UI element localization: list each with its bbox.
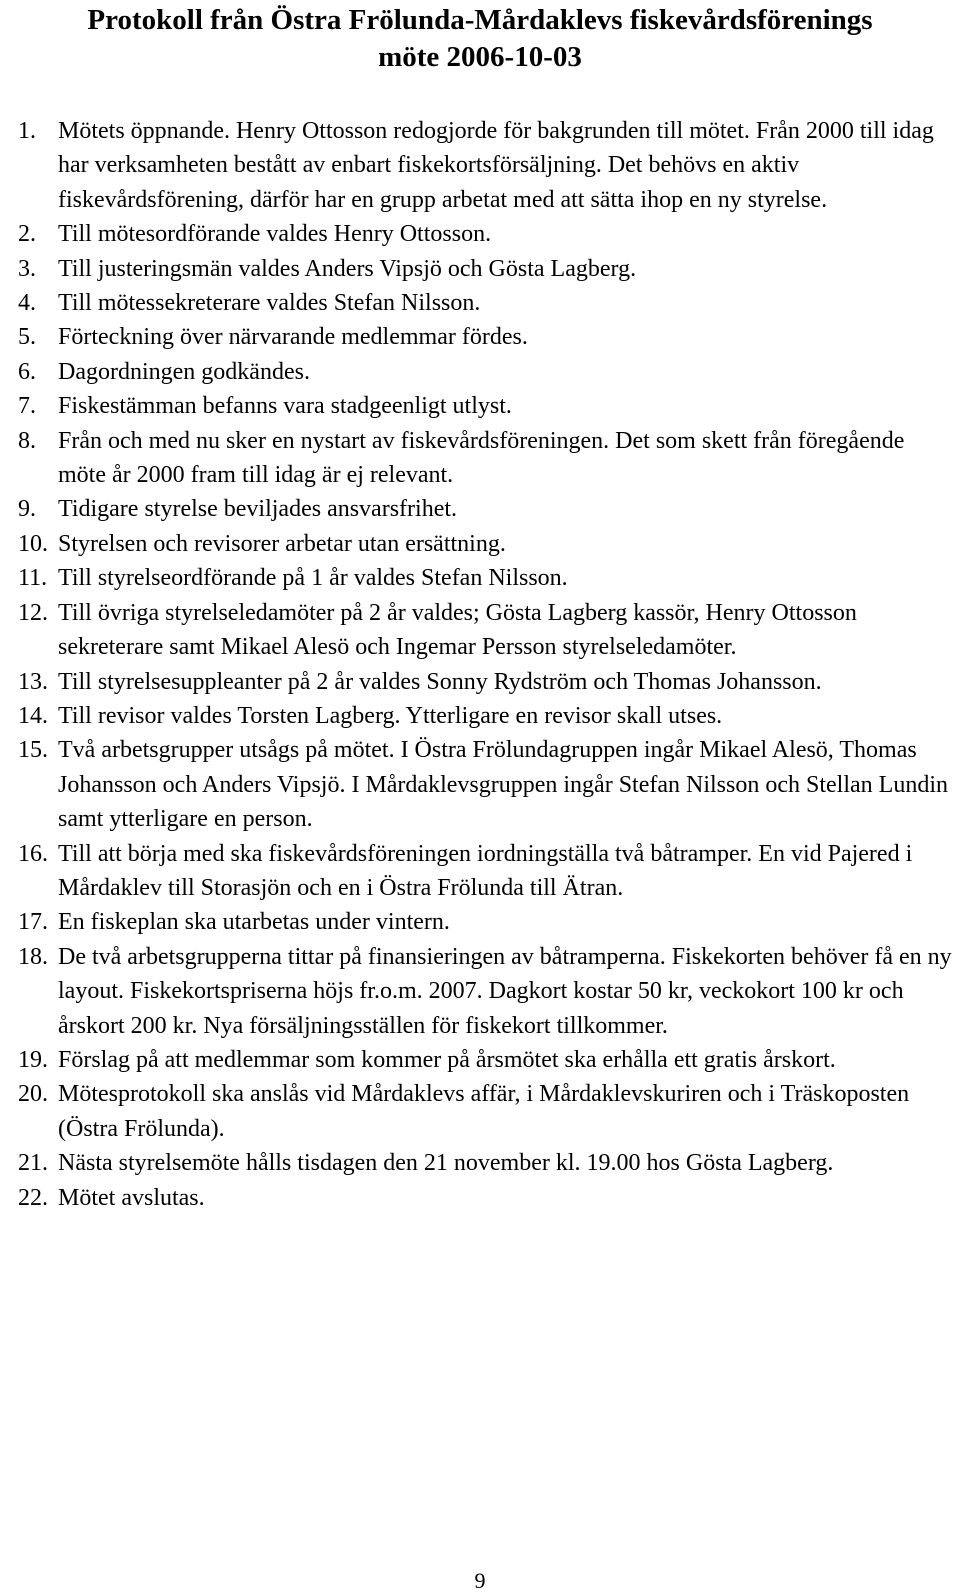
minutes-item <box>18 596 953 665</box>
minutes-item <box>18 837 953 906</box>
item-text: Till mötessekreterare valdes Stefan Nilsson. <box>58 290 481 317</box>
minutes-item <box>18 527 953 561</box>
minutes-item <box>18 286 953 320</box>
minutes-item <box>18 252 953 286</box>
item-text: Från och med nu sker en nystart av fiskevårdsföreningen. Det som skett från föregående möte år 2000 fram till idag är ej relevant. <box>58 427 905 489</box>
minutes-item <box>18 1043 953 1077</box>
item-text: Till revisor valdes Torsten Lagberg. Ytterligare en revisor skall utses. <box>58 702 723 729</box>
item-number: 18. <box>18 943 48 970</box>
item-number: 6. <box>18 358 36 385</box>
item-text: De två arbetsgrupperna tittar på finansieringen av båtramperna. Fiskekorten behöver få en ny layout. Fiskekortspriserna höjs fr.o.m. 2007. Dagkort kostar 50 kr, veckokort 100 kr och årskort 200 kr. Nya försäljningsställen för fiskekort tillkommer. <box>58 943 952 1039</box>
minutes-item <box>18 389 953 423</box>
item-number: 7. <box>18 393 36 420</box>
minutes-item <box>18 424 953 493</box>
page-number: 9 <box>474 1568 486 1593</box>
item-text: Till mötesordförande valdes Henry Ottosson. <box>58 221 492 248</box>
item-text: Till styrelseordförande på 1 år valdes Stefan Nilsson. <box>58 565 568 592</box>
document-title <box>0 2 960 76</box>
item-number: 1. <box>18 118 36 144</box>
item-number: 13. <box>18 668 48 695</box>
item-text: Nästa styrelsemöte hålls tisdagen den 21 november kl. 19.00 hos Gösta Lagberg. <box>58 1150 834 1177</box>
item-text: Mötets öppnande. Henry Ottosson redogjorde för bakgrunden till mötet. Från 2000 till idag har verksamheten bestått av enbart fiskekortsförsäljning. Det behövs en aktiv fiskevårdsförening, därför har en grupp arbetat med att sätta ihop en ny styrelse. <box>58 118 934 213</box>
item-text: Till styrelsesuppleanter på 2 år valdes Sonny Rydström och Thomas Johansson. <box>58 668 822 695</box>
minutes-item <box>18 733 953 836</box>
item-number: 14. <box>18 702 48 729</box>
item-number: 9. <box>18 496 36 523</box>
item-text: Mötesprotokoll ska anslås vid Mårdaklevs affär, i Mårdaklevskuriren och i Träskoposten (Östra Frölunda). <box>58 1081 910 1142</box>
item-number: 15. <box>18 737 48 764</box>
item-number: 11. <box>18 565 48 592</box>
minutes-item <box>18 699 953 733</box>
title-line-1: Protokoll från Östra Frölunda-Mårdaklevs fiskevårdsförenings <box>87 4 873 36</box>
minutes-item <box>18 320 953 354</box>
item-text: Tidigare styrelse beviljades ansvarsfrihet. <box>58 496 458 523</box>
minutes-item <box>18 1077 953 1146</box>
item-text: Till övriga styrelseledamöter på 2 år valdes; Gösta Lagberg kassör, Henry Ottosson sekreterare samt Mikael Alesö och Ingemar Persson styrelseledamöter. <box>58 599 857 661</box>
item-number: 17. <box>18 909 48 936</box>
item-number: 8. <box>18 427 36 454</box>
item-text: Mötet avslutas. <box>58 1184 205 1211</box>
minutes-list <box>18 114 953 1215</box>
item-number: 21. <box>18 1150 48 1177</box>
minutes-item <box>18 114 953 217</box>
item-text: Dagordningen godkändes. <box>58 358 310 385</box>
minutes-item <box>18 1181 953 1215</box>
item-number: 16. <box>18 840 48 867</box>
item-number: 2. <box>18 221 36 248</box>
minutes-item <box>18 665 953 699</box>
title-line-2: möte 2006-10-03 <box>378 41 582 73</box>
item-text: Förslag på att medlemmar som kommer på årsmötet ska erhålla ett gratis årskort. <box>58 1046 836 1073</box>
minutes-item <box>18 1146 953 1180</box>
item-text: Fiskestämman befanns vara stadgeenligt utlyst. <box>58 393 512 420</box>
item-number: 12. <box>18 599 48 626</box>
minutes-item <box>18 217 953 251</box>
minutes-item <box>18 355 953 389</box>
item-number: 10. <box>18 530 48 557</box>
item-number: 4. <box>18 290 36 317</box>
item-text: Förteckning över närvarande medlemmar fördes. <box>58 324 528 351</box>
minutes-item <box>18 492 953 526</box>
item-text: Styrelsen och revisorer arbetar utan ersättning. <box>58 530 506 557</box>
item-text: Två arbetsgrupper utsågs på mötet. I Östra Frölundagruppen ingår Mikael Alesö, Thomas Johansson och Anders Vipsjö. I Mårdaklevsgruppen ingår Stefan Nilsson och Stellan Lundin samt ytterligare en person. <box>58 737 948 833</box>
item-number: 5. <box>18 324 36 351</box>
item-number: 3. <box>18 255 36 282</box>
minutes-item <box>18 905 953 939</box>
item-text: En fiskeplan ska utarbetas under vintern. <box>58 909 450 936</box>
item-number: 19. <box>18 1046 48 1073</box>
minutes-item <box>18 940 953 1043</box>
minutes-item <box>18 561 953 595</box>
item-text: Till att börja med ska fiskevårdsföreningen iordningställa två båtramper. En vid Pajered i Mårdaklev till Storasjön och en i Östra Frölunda till Ätran. <box>58 840 913 901</box>
item-text: Till justeringsmän valdes Anders Vipsjö och Gösta Lagberg. <box>58 255 637 282</box>
item-number: 22. <box>18 1184 48 1211</box>
item-number: 20. <box>18 1081 48 1108</box>
